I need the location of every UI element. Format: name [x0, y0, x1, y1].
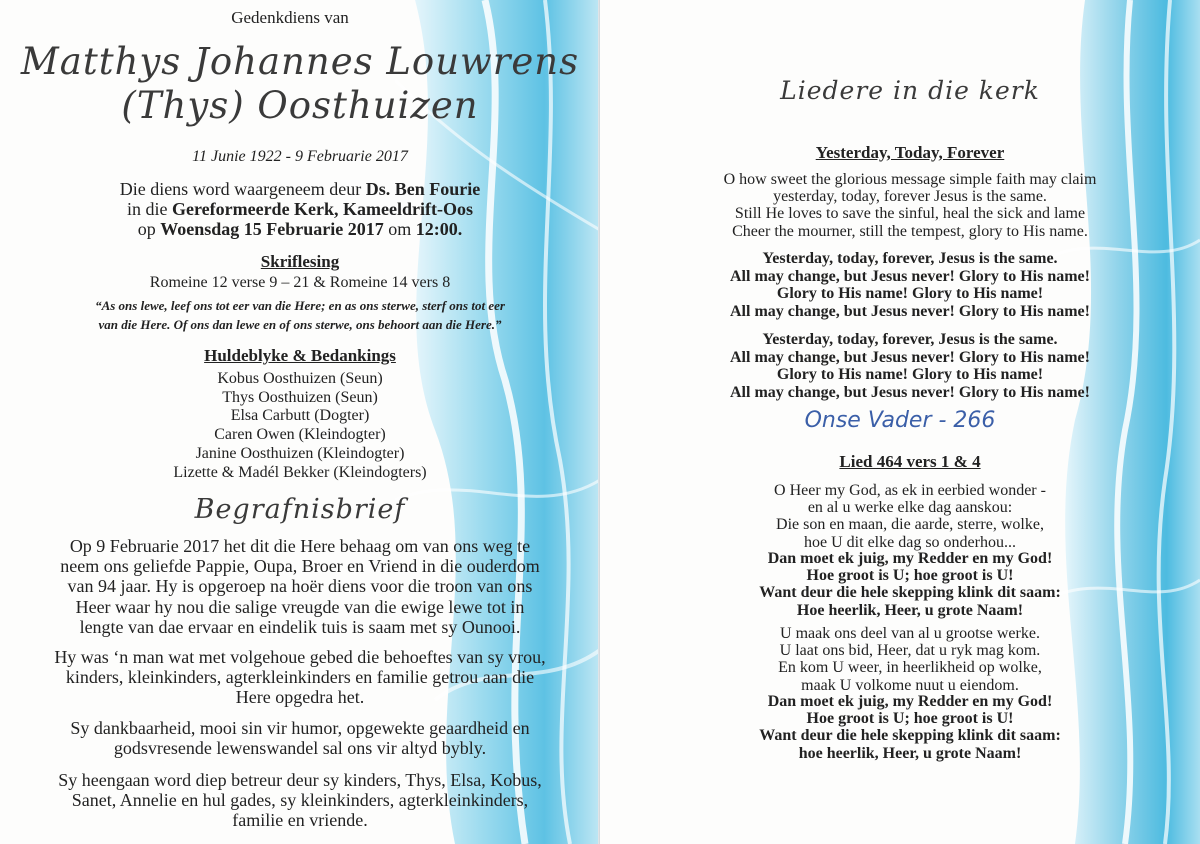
- service-line-3-text: op: [137, 219, 161, 239]
- lyric-line: All may change, but Jesus never! Glory to His name!: [730, 267, 1090, 285]
- obituary-paragraph-1: [10, 536, 590, 637]
- lyric-line: Hoe groot is U; hoe groot is U!: [806, 710, 1014, 728]
- song-1-chorus-2: [660, 331, 1160, 401]
- lyric-line: Still He loves to save the sinful, heal the sick and lame: [734, 205, 1086, 223]
- song-2-verse-4: [660, 625, 1160, 694]
- text-line: godsvresende lewenswandel sal ons vir altyd bybly.: [113, 738, 487, 759]
- song-2-verse-4-refrain: [660, 693, 1160, 762]
- lyric-line: Want deur die hele skepping klink dit saam:: [759, 584, 1061, 602]
- obituary-paragraph-3: [10, 718, 590, 758]
- text-line: neem ons geliefde Pappie, Oupa, Broer en Vriend in die ouderdom: [60, 556, 540, 577]
- lyric-line: Glory to His name! Glory to His name!: [776, 366, 1044, 383]
- service-line-1-text: Die diens word waargeneem deur: [119, 179, 366, 199]
- song-1-chorus-1: [660, 250, 1160, 320]
- liedere-heading: Liedere in die kerk: [780, 76, 1040, 105]
- lyric-line: Want deur die hele skepping klink dit saam:: [759, 727, 1061, 745]
- text-line: Hy was ‘n man wat met volgehoue gebed die behoeftes van sy vrou,: [54, 647, 546, 667]
- lyric-line: maak U volkome nuut u eiendom.: [801, 676, 1019, 694]
- huldeblyke-list: [100, 370, 500, 482]
- text-line: kinders, kleinkinders, agterkleinkinders en familie getrou aan die: [65, 667, 535, 688]
- quote-line: “As ons lewe, leef ons tot eer van die Here; en as ons sterwe, sterf ons tot eer: [95, 298, 505, 313]
- text-line: Sy dankbaarheid, mooi sin vir humor, opgewekte geaardheid en: [70, 718, 530, 738]
- begrafnisbrief-heading: Begrafnisbrief: [194, 494, 406, 525]
- lyric-line: All may change, but Jesus never! Glory to His name!: [730, 348, 1090, 366]
- handwritten-note: Onse Vader - 266: [804, 408, 996, 433]
- lyric-line: Hoe groot is U; hoe groot is U!: [806, 567, 1014, 585]
- gedenkdiens-label: Gedenkdiens van: [231, 8, 349, 27]
- list-item: Thys Oosthuizen (Seun): [222, 388, 378, 406]
- lyric-line: Dan moet ek juig, my Redder en my God!: [767, 693, 1053, 710]
- text-line: Sy heengaan word diep betreur deur sy kinders, Thys, Elsa, Kobus,: [58, 770, 542, 790]
- name-line-2: (Thys) Oosthuizen: [121, 84, 479, 127]
- lyric-line: Cheer the mourner, still the tempest, glory to His name.: [732, 222, 1088, 240]
- skriflesing-heading: Skriflesing: [260, 252, 340, 271]
- service-line-2-text: in die: [126, 199, 172, 219]
- service-details: [60, 179, 540, 239]
- service-om: om: [383, 219, 416, 239]
- deceased-name: [20, 40, 580, 128]
- text-line: van 94 jaar. Hy is opgeroep na hoër diens voor die troon van ons: [67, 576, 533, 597]
- lyric-line: U laat ons bid, Heer, dat u ryk mag kom.: [779, 642, 1041, 660]
- lyric-line: Dan moet ek juig, my Redder en my God!: [767, 550, 1053, 567]
- quote-line: van die Here. Of ons dan lewe en of ons sterwe, ons behoort aan die Here.”: [98, 317, 502, 332]
- text-line: Sanet, Annelie en hul gades, sy kleinkinders, agterkleinkinders,: [71, 790, 529, 811]
- list-item: Janine Oosthuizen (Kleindogter): [195, 444, 405, 462]
- text-line: lengte van dae ervaar en eindelik tuis is saam met sy Ounooi.: [79, 616, 521, 637]
- scripture-quote: [20, 296, 580, 334]
- song-2-verse-1-refrain: [660, 550, 1160, 619]
- service-date: Woensdag 15 Februarie 2017: [160, 219, 384, 239]
- church-name: Gereformeerde Kerk, Kameeldrift-Oos: [171, 199, 474, 219]
- life-dates: 11 Junie 1922 - 9 Februarie 2017: [192, 148, 408, 165]
- lyric-line: U maak ons deel van al u grootse werke.: [780, 625, 1040, 642]
- lyric-line: Glory to His name! Glory to His name!: [776, 285, 1044, 302]
- name-line-1: Matthys Johannes Louwrens: [20, 40, 580, 83]
- lyric-line: hoe U dit elke dag so onderhou...: [804, 533, 1016, 551]
- text-line: Here opgedra het.: [235, 687, 365, 708]
- song-1-title: Yesterday, Today, Forever: [815, 143, 1005, 162]
- text-line: familie en vriende.: [232, 810, 368, 831]
- minister-name: Ds. Ben Fourie: [365, 179, 481, 199]
- lyric-line: En kom U weer, in heerlikheid op wolke,: [778, 659, 1042, 677]
- lyric-line: O how sweet the glorious message simple faith may claim: [723, 171, 1097, 188]
- song-2-title: Lied 464 vers 1 & 4: [839, 452, 981, 471]
- obituary-paragraph-2: [10, 647, 590, 708]
- lyric-line: Hoe heerlik, Heer, u grote Naam!: [796, 601, 1024, 619]
- lyric-line: hoe heerlik, Heer, u grote Naam!: [798, 744, 1022, 762]
- song-2-verse-1: [660, 482, 1160, 551]
- lyric-line: All may change, but Jesus never! Glory to His name!: [730, 383, 1090, 401]
- skriflesing-reference: Romeine 12 verse 9 – 21 & Romeine 14 vers 8: [149, 274, 451, 291]
- lyric-line: Yesterday, today, forever, Jesus is the same.: [762, 250, 1058, 267]
- list-item: Lizette & Madél Bekker (Kleindogters): [173, 463, 427, 481]
- list-item: Caren Owen (Kleindogter): [214, 426, 386, 444]
- list-item: Kobus Oosthuizen (Seun): [217, 370, 383, 387]
- text-line: Heer waar hy nou die salige vreugde van die ewige lewe tot in: [75, 596, 525, 617]
- service-time: 12:00.: [415, 219, 463, 239]
- lyric-line: en al u werke elke dag aanskou:: [807, 499, 1013, 517]
- lyric-line: yesterday, today, forever Jesus is the same.: [773, 188, 1047, 206]
- huldeblyke-heading: Huldeblyke & Bedankings: [204, 346, 396, 365]
- right-page: [600, 0, 1200, 844]
- lyric-line: Yesterday, today, forever, Jesus is the same.: [762, 331, 1058, 348]
- lyric-line: O Heer my God, as ek in eerbied wonder -: [774, 482, 1046, 499]
- list-item: Elsa Carbutt (Dogter): [230, 407, 370, 425]
- song-1-verse: [660, 171, 1160, 240]
- lyric-line: Die son en maan, die aarde, sterre, wolke,: [776, 516, 1044, 534]
- lyric-line: All may change, but Jesus never! Glory to His name!: [730, 302, 1090, 320]
- text-line: Op 9 Februarie 2017 het dit die Here behaag om van ons weg te: [69, 536, 531, 556]
- obituary-paragraph-4: [10, 770, 590, 831]
